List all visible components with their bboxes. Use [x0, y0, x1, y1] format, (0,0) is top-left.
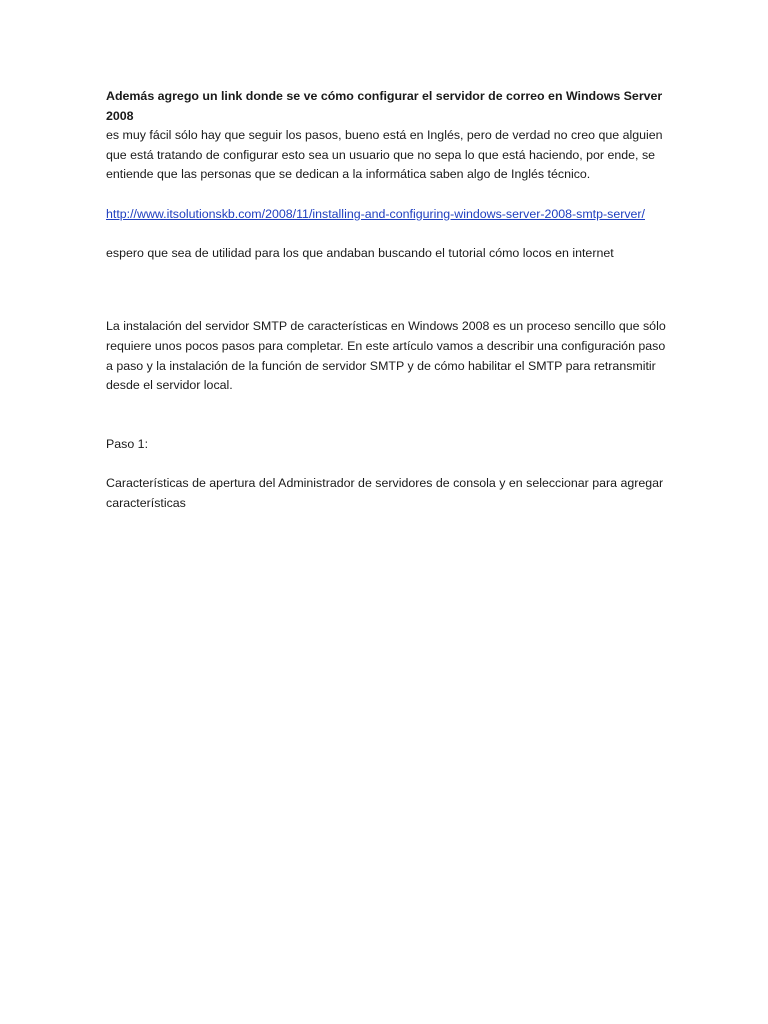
spacer: [106, 396, 666, 435]
tutorial-link[interactable]: http://www.itsolutionskb.com/2008/11/installing-and-configuring-windows-server-2008-smtp-server/: [106, 206, 645, 221]
utility-note: espero que sea de utilidad para los que andaban buscando el tutorial cómo locos en internet: [106, 245, 614, 260]
spacer: [106, 454, 666, 474]
document-heading: Además agrego un link donde se ve cómo configurar el servidor de correo en Windows Server 2008: [106, 89, 663, 123]
document-body: [106, 87, 666, 513]
step-text: Características de apertura del Administrador de servidores de consola y en seleccionar para agregar características: [106, 475, 664, 510]
spacer: [106, 185, 666, 205]
spacer: [106, 263, 666, 317]
spacer: [106, 224, 666, 244]
step-label: Paso 1:: [106, 436, 149, 451]
intro-paragraph: es muy fácil sólo hay que seguir los pasos, bueno está en Inglés, pero de verdad no creo que alguien que está tratando de configurar esto sea un usuario que no sepa lo que está haciendo, por ende, se entiende que las personas que se dedican a la informática saben algo de Inglés técnico.: [106, 128, 663, 182]
smtp-paragraph: La instalación del servidor SMTP de características en Windows 2008 es un proceso sencillo que sólo requiere unos pocos pasos para completar. En este artículo vamos a describir una configuración paso a paso y la instalación de la función de servidor SMTP y de cómo habilitar el SMTP para retransmitir desde el servidor local.: [106, 319, 666, 393]
